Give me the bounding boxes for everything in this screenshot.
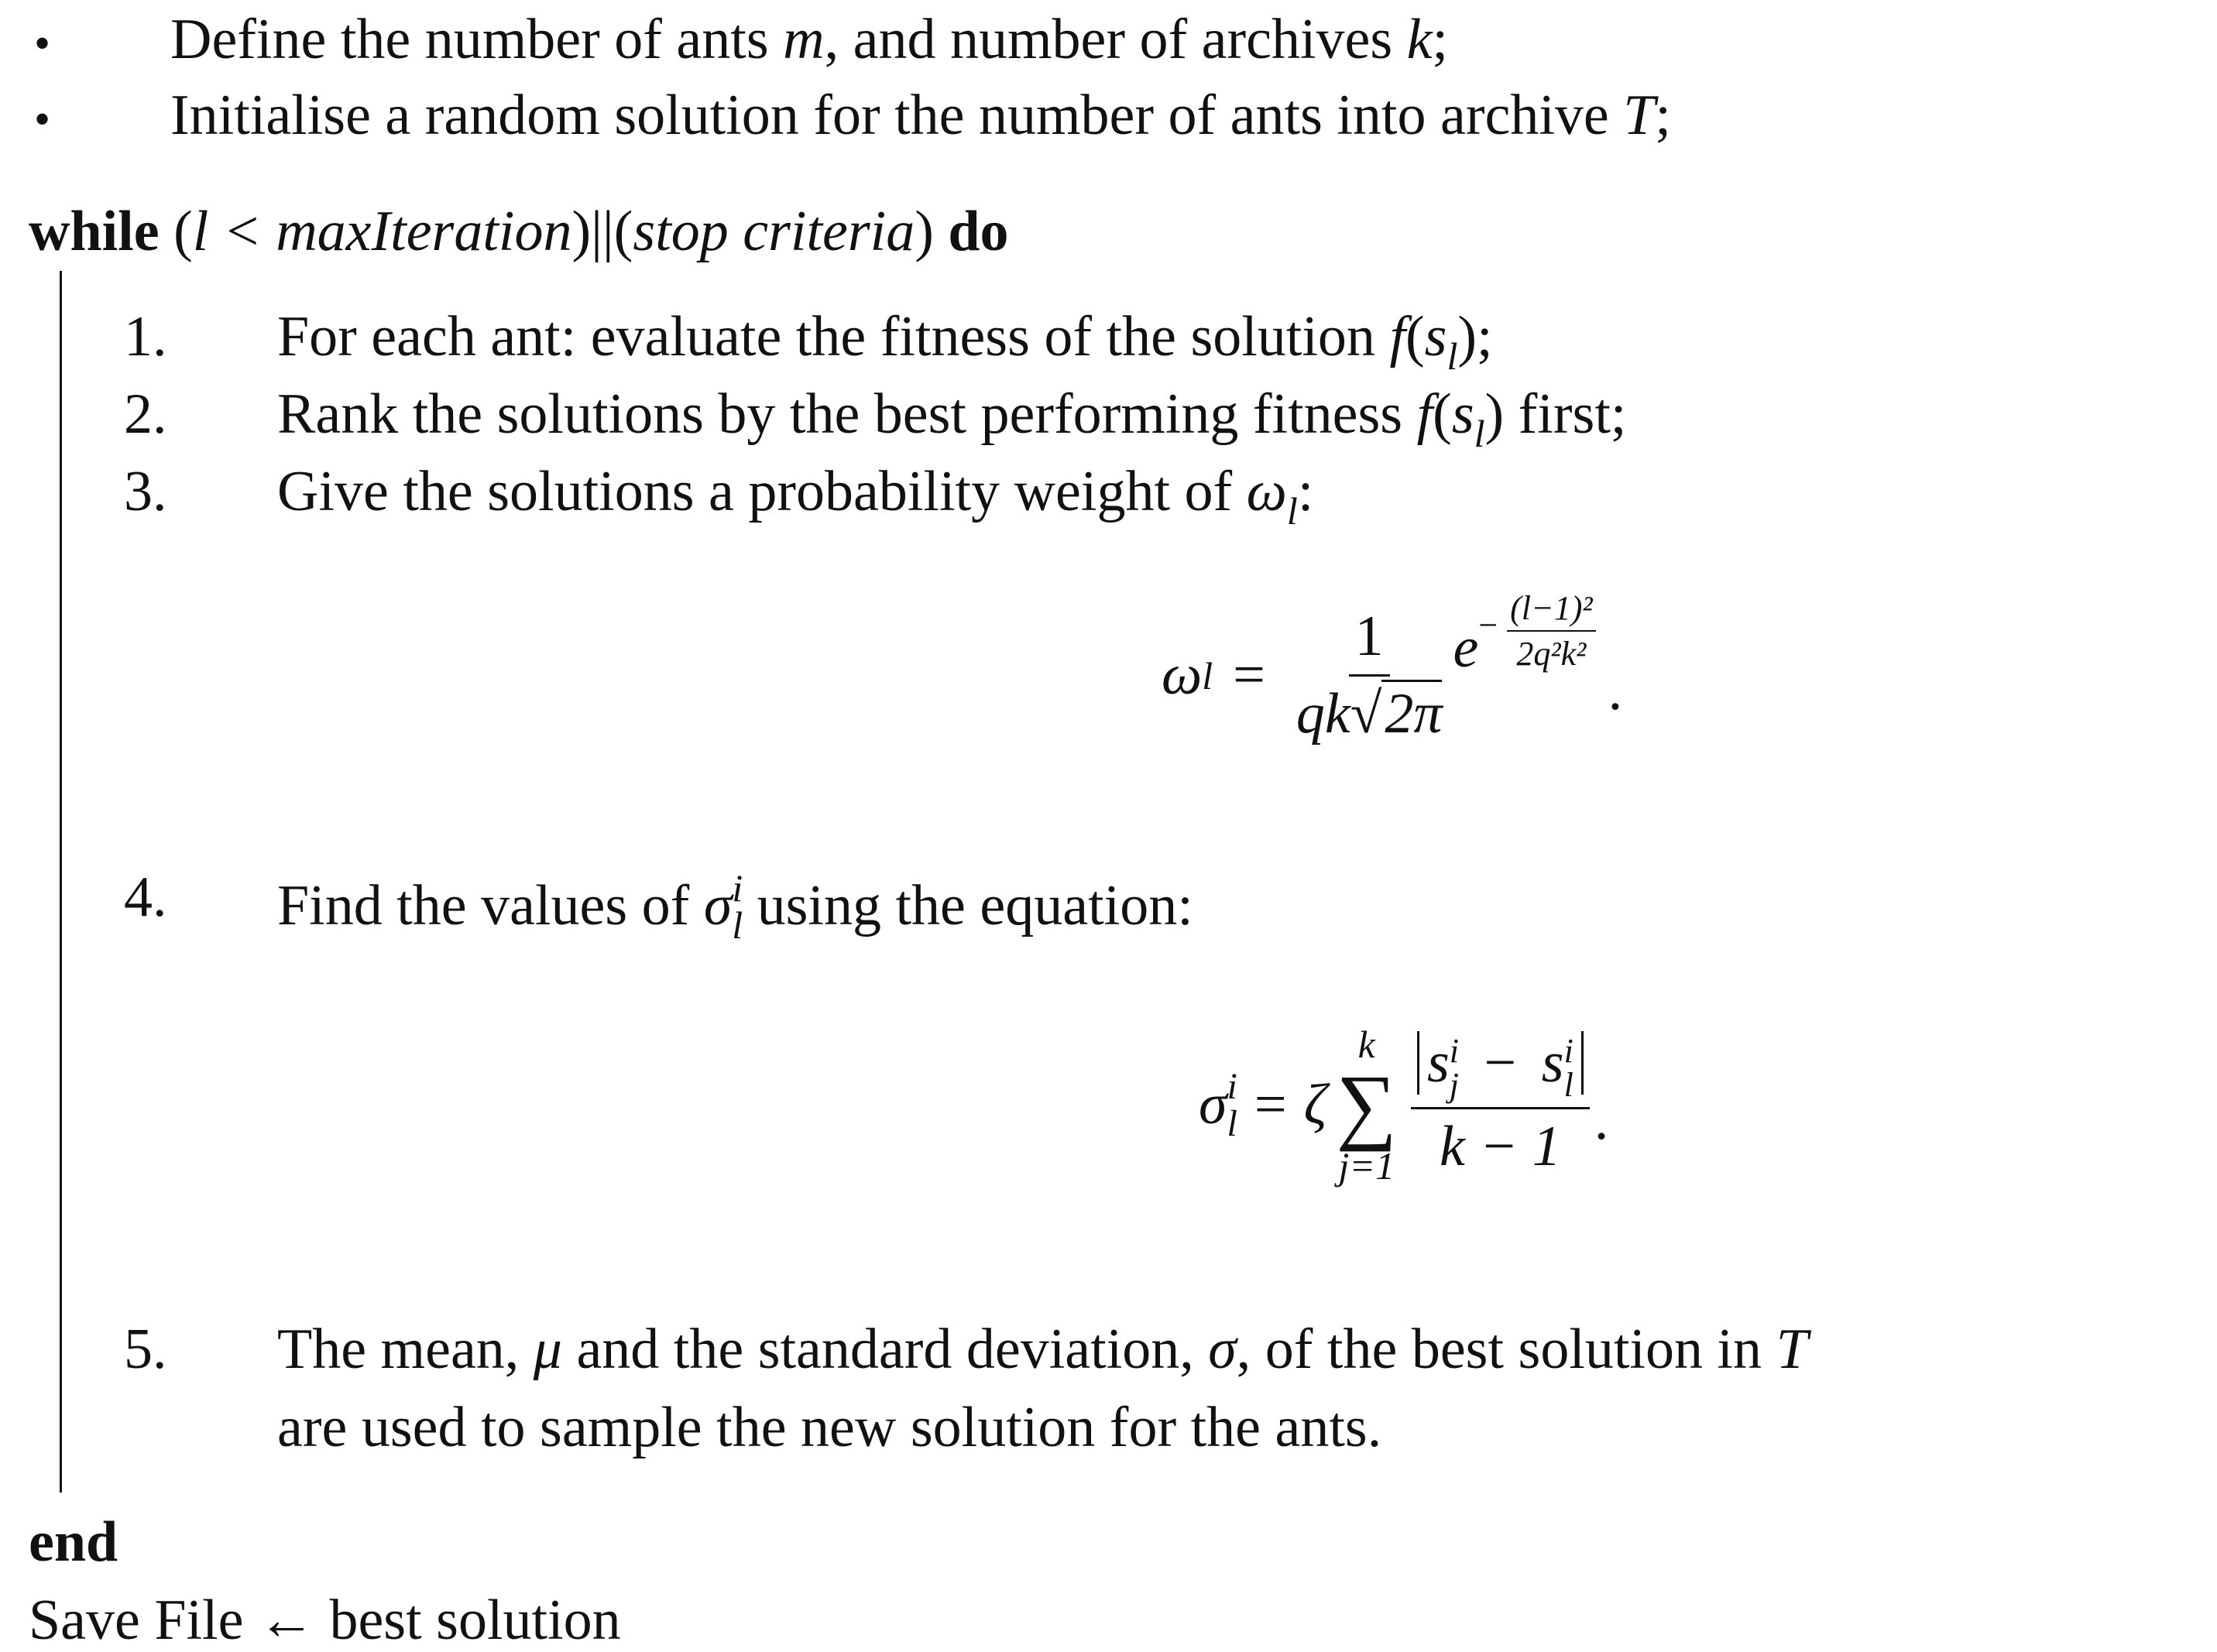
text-segment: : (1297, 460, 1314, 523)
text-segment: m (783, 8, 825, 71)
step-number: 5. (124, 1318, 167, 1381)
bullet-item (170, 84, 1671, 147)
s-l: s (1541, 1030, 1564, 1095)
text-segment: Find the values of (277, 874, 704, 937)
denominator: k − 1 (1439, 1115, 1561, 1178)
step-text (277, 382, 1627, 455)
text-segment: and the standard deviation, (561, 1318, 1209, 1381)
bullet-item (170, 8, 1449, 71)
text-segment: l (1474, 412, 1485, 455)
text-segment: T (1776, 1318, 1808, 1381)
text-segment: The mean, (277, 1318, 534, 1381)
step-text (277, 460, 1314, 533)
period: . (1608, 659, 1623, 722)
text-segment: stop criteria (633, 200, 915, 263)
text-segment: )||( (571, 200, 633, 263)
loop-body-bar (60, 271, 62, 1493)
text-segment: ω (1246, 460, 1287, 523)
fraction (1411, 1030, 1590, 1180)
step-number: 2. (124, 382, 167, 446)
text-segment: Initialise a random solution for the number of ants into archive (170, 84, 1624, 147)
sigma-sub: l (1227, 1102, 1237, 1144)
minus: − (1484, 1030, 1517, 1095)
exponent (1478, 588, 1600, 673)
text-segment: l (732, 903, 743, 947)
text-segment: ); (1457, 305, 1493, 368)
omega: ω (1162, 643, 1203, 707)
step-number: 4. (124, 865, 167, 929)
text-segment: k (1406, 8, 1433, 71)
step-text (277, 1396, 1382, 1459)
text-segment: l (1447, 334, 1458, 378)
s-j-sub: j (1449, 1066, 1460, 1104)
text-segment: μ (533, 1318, 562, 1381)
text-segment: s (1424, 305, 1447, 368)
text-segment: are used to sample the new solution for the ants. (277, 1396, 1382, 1459)
sum-lower: j=1 (1338, 1144, 1395, 1188)
den-pre: qk (1296, 682, 1350, 745)
text-segment: ( (159, 200, 193, 263)
step-text (277, 866, 1193, 947)
omega-sub: l (1202, 653, 1213, 697)
text-segment: ; (1432, 8, 1449, 71)
fraction (1290, 604, 1449, 747)
step-text (277, 305, 1493, 378)
text-segment: ) (915, 200, 949, 263)
sqrt-arg: 2π (1381, 680, 1442, 745)
bullet-icon: • (34, 18, 51, 69)
step-text (277, 1318, 1808, 1381)
sum-symbol: ∑ (1336, 1057, 1397, 1152)
s-l-sup: i (1563, 1032, 1574, 1070)
s-j-sup: i (1449, 1032, 1460, 1070)
text-segment: ) first; (1484, 382, 1627, 446)
text-segment: Give the solutions a probability weight of (277, 460, 1247, 523)
period: . (1594, 1088, 1609, 1152)
sum-upper: k (1357, 1023, 1375, 1066)
save-file-line: Save File ← best solution (29, 1589, 621, 1652)
text-segment: using the equation: (743, 874, 1193, 937)
text-segment: l < maxIteration (192, 200, 572, 263)
denominator (1290, 677, 1449, 747)
exp-sign: − (1478, 605, 1498, 644)
summation (1337, 1022, 1397, 1188)
equals: = (1254, 1073, 1287, 1136)
text-segment: f (1416, 382, 1433, 446)
while-line (29, 200, 1009, 263)
step-number: 1. (124, 305, 167, 368)
sqrt-symbol: √ (1350, 682, 1382, 745)
text-segment: Define the number of ants (170, 8, 784, 71)
text-segment: , and number of archives (824, 8, 1407, 71)
sigma: σ (1199, 1073, 1227, 1136)
text-segment: σ (1208, 1318, 1237, 1381)
step-number: 3. (124, 460, 167, 523)
equation-sigma (1199, 1022, 1608, 1188)
text-segment: l (1286, 489, 1298, 533)
text-segment: while (29, 200, 160, 263)
text-segment: ( (1433, 382, 1452, 446)
text-segment: i (732, 866, 743, 910)
zeta: ζ (1303, 1073, 1327, 1136)
text-segment: T (1623, 84, 1656, 147)
exp-numerator: (l−1)² (1507, 588, 1595, 632)
text-segment: do (948, 200, 1009, 263)
text-segment: s (1451, 382, 1474, 446)
numerator (1411, 1030, 1590, 1109)
s-j: s (1426, 1030, 1450, 1095)
text-segment: σ (703, 874, 733, 937)
text-segment: , of the best solution in (1236, 1318, 1776, 1381)
numerator: 1 (1349, 604, 1390, 677)
exp-denominator: 2q²k² (1516, 634, 1587, 673)
text-segment: For each ant: evaluate the fitness of the solution (277, 305, 1390, 368)
text-segment: Rank the solutions by the best performing fitness (277, 382, 1417, 446)
text-segment: ( (1405, 305, 1425, 368)
end-keyword: end (29, 1510, 118, 1574)
equation-weight (1162, 588, 1623, 747)
text-segment: f (1389, 305, 1405, 368)
bullet-icon: • (34, 94, 51, 145)
sigma-sup: i (1227, 1065, 1237, 1107)
equals: = (1233, 643, 1265, 707)
s-l-sub: l (1563, 1066, 1574, 1104)
text-segment: ; (1655, 84, 1671, 147)
exp-base: e (1453, 616, 1479, 680)
